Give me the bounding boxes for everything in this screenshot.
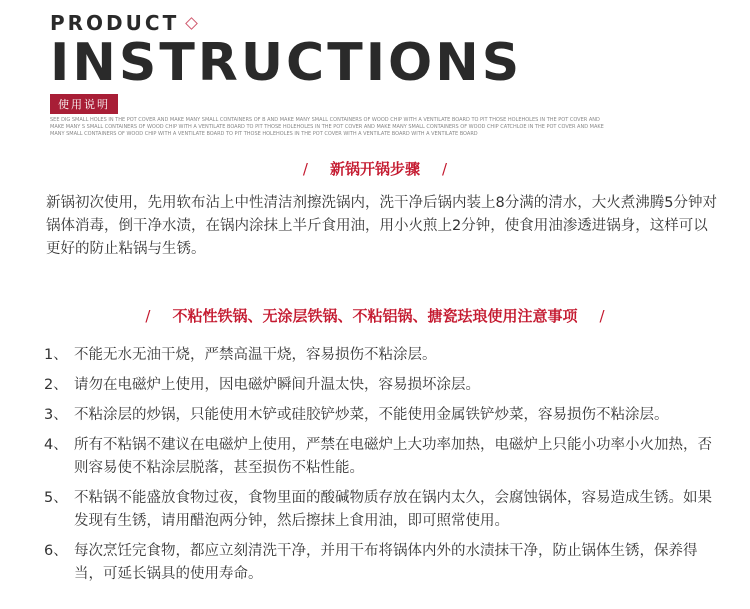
section1-title — [0, 158, 750, 179]
usage-badge: 使用说明 — [50, 94, 118, 114]
section2-title — [0, 305, 750, 326]
list-item — [44, 540, 718, 586]
item-number: 3、 — [44, 407, 68, 423]
slash-right: / — [599, 307, 605, 325]
item-number: 4、 — [44, 437, 68, 453]
section2-title-text: 不粘性铁锅、无涂层铁锅、不粘铝锅、搪瓷珐琅使用注意事项 — [172, 307, 578, 325]
section1-body: 新锅初次使用，先用软布沾上中性清洁剂擦洗锅内，洗干净后锅内装上8分满的清水，大火煮沸腾5分钟对锅体消毒，倒干净水渍，在锅内涂抹上半斤食用油，用小火煎上2分钟，使食用油渗透进锅身，这样可以更好的防止粘锅与生锈。 — [46, 195, 717, 257]
slash-left: / — [302, 160, 308, 178]
slash-left: / — [145, 307, 151, 325]
list-item — [44, 344, 718, 367]
item-number: 1、 — [44, 347, 68, 363]
precautions-list — [44, 344, 718, 593]
fine-print: SEE DIG SMALL HOLES IN THE POT COVER AND MAKE MANY SMALL CONTAINERS OF B AND MAKE MANY SMALL CONTAINERS OF WOOD CHIP WITH A VENTILATE BOARD TO PIT THOSE HOLEHOLES IN THE POT COVER AND MAKE MANY S SMALL CONTAINERS OF WOOD CHIP WITH A VENTILATE BOARD TO PIT THOSE HOLEHOLES IN THE POT COVER AND MAKE MANY SMALL CONTAINERS OF WOOD CHIP CATCHLOE IN THE POT COVER AND MAKE MANY SMALL CONTAINERS OF WOOD CHIP WITH A VENTILATE BOARD TO PIT THOSE HOLEHOLES IN THE POT COVER WITH A VENTILATE BOARD WITH A VENTILATE BOARD — [50, 117, 604, 137]
diamond-icon — [185, 17, 198, 30]
list-item — [44, 374, 718, 397]
list-item — [44, 434, 718, 480]
list-item — [44, 404, 718, 427]
item-text: 请勿在电磁炉上使用，因电磁炉瞬间升温太快，容易损坏涂层。 — [74, 377, 480, 393]
item-text: 不粘涂层的炒锅，只能使用木铲或硅胶铲炒菜，不能使用金属铁铲炒菜，容易损伤不粘涂层。 — [74, 407, 669, 423]
header — [50, 12, 710, 138]
instructions-title: INSTRUCTIONS — [50, 33, 523, 93]
item-text: 不能无水无油干烧，严禁高温干烧，容易损伤不粘涂层。 — [74, 347, 437, 363]
item-text: 所有不粘锅不建议在电磁炉上使用，严禁在电磁炉上大功率加热，电磁炉上只能小功率小火加热，否则容易使不粘涂层脱落，甚至损伤不粘性能。 — [74, 437, 712, 476]
item-number: 2、 — [44, 377, 68, 393]
section1-title-text: 新锅开锅步骤 — [329, 160, 420, 178]
item-text: 每次烹饪完食物，都应立刻清洗干净，并用干布将锅体内外的水渍抹干净，防止锅体生锈，保养得当，可延长锅具的使用寿命。 — [74, 543, 698, 582]
item-number: 5、 — [44, 490, 68, 506]
slash-right: / — [442, 160, 448, 178]
product-label: PRODUCT — [50, 11, 180, 35]
item-number: 6、 — [44, 543, 68, 559]
item-text: 不粘锅不能盛放食物过夜，食物里面的酸碱物质存放在锅内太久，会腐蚀锅体，容易造成生锈。如果发现有生锈，请用醋泡两分钟，然后擦抹上食用油，即可照常使用。 — [74, 490, 712, 529]
list-item — [44, 487, 718, 533]
